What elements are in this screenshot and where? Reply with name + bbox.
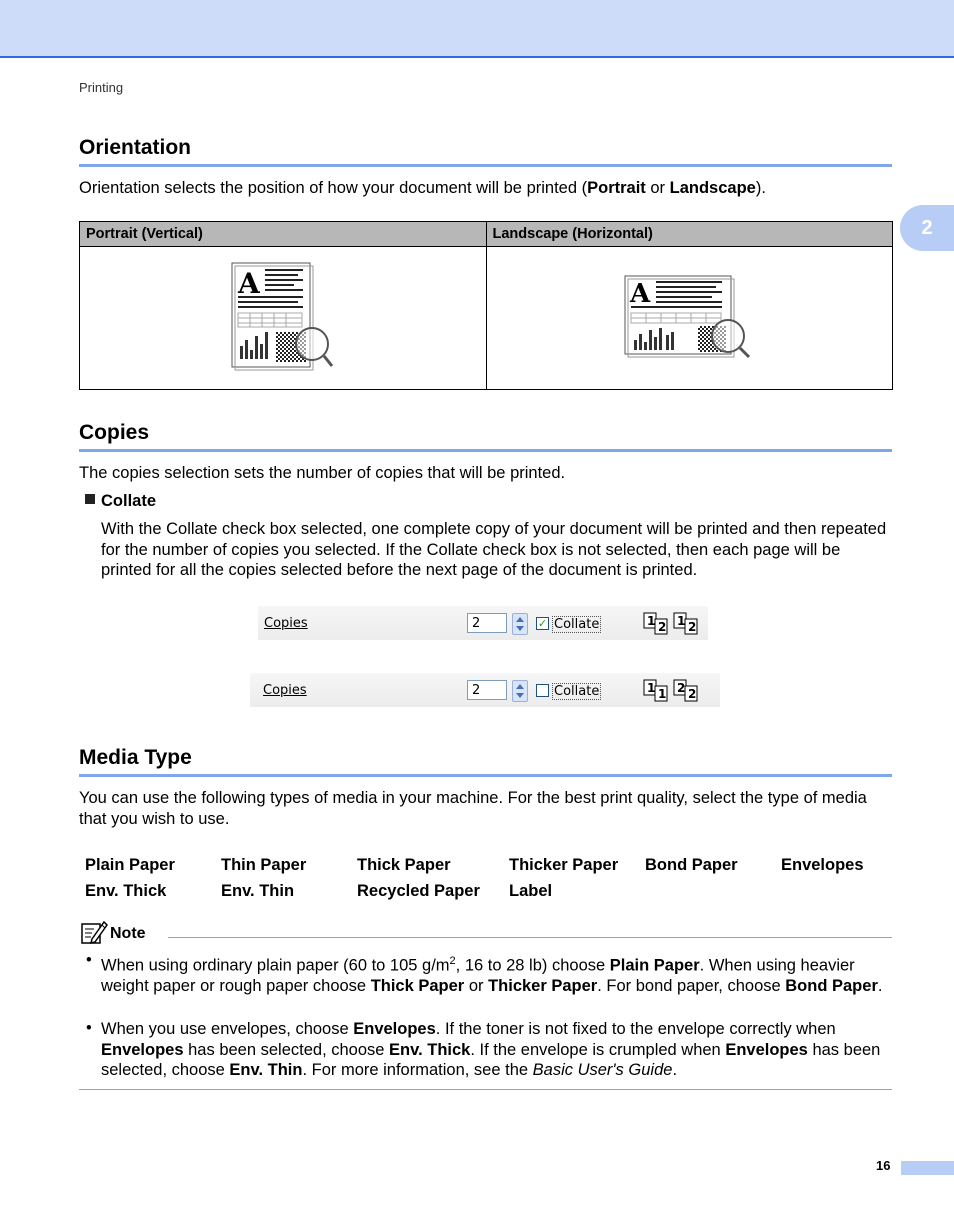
svg-text:2: 2 xyxy=(688,620,697,634)
chapter-tab[interactable]: 2 xyxy=(900,205,954,251)
collated-pages-icon xyxy=(642,611,706,637)
media-cell: Envelopes xyxy=(781,855,864,874)
collate-text: With the Collate check box selected, one complete copy of your document will be printed and then repeated for the number of copies you selected. If the Collate check box is not selected, then each page will be printed for all the copies selected before the next page of the document is printed. xyxy=(101,520,887,579)
copies-intro: The copies selection sets the number of copies that will be printed. xyxy=(79,464,566,482)
svg-text:2: 2 xyxy=(677,681,686,695)
svg-text:1: 1 xyxy=(647,681,656,695)
collate-checkbox-label[interactable]: Collate xyxy=(554,684,600,699)
header-band xyxy=(0,0,954,58)
svg-text:2: 2 xyxy=(688,687,697,701)
note-bullet: • xyxy=(86,951,92,969)
note-bullet: • xyxy=(86,1019,92,1037)
page-number: 16 xyxy=(876,1158,891,1173)
copies-label: Copies xyxy=(263,683,307,698)
svg-text:2: 2 xyxy=(658,620,667,634)
landscape-page-icon xyxy=(622,272,756,360)
copies-dialog-collated xyxy=(258,606,708,640)
note-bottom-rule xyxy=(79,1089,892,1090)
media-type-table xyxy=(79,852,870,904)
svg-text:1: 1 xyxy=(677,614,686,628)
svg-text:A: A xyxy=(630,278,651,309)
spin-down-icon[interactable] xyxy=(516,626,524,631)
note-label: Note xyxy=(110,925,146,942)
uncollated-pages-icon xyxy=(642,678,706,704)
media-cell: Env. Thick xyxy=(85,881,167,900)
copies-number-input[interactable]: 2 xyxy=(467,680,507,700)
note-pencil-icon xyxy=(80,919,108,945)
copies-number-input[interactable]: 2 xyxy=(467,613,507,633)
note-header xyxy=(79,918,892,946)
note-item-envelopes: When you use envelopes, choose Envelopes. If the toner is not fixed to the envelope correctly when Envelopes has been selected, choose Env. Thick. If the envelope is crumpled when Envelopes has been selected, choose Env. Thin. For more information, see the Basic User's Guide. xyxy=(101,1020,881,1079)
landscape-cell xyxy=(486,247,893,390)
breadcrumb: Printing xyxy=(79,80,124,95)
note-item-paper: When using ordinary plain paper (60 to 105 $g/m^2$, 16 to 28 lb) choose Plain Paper. When using heavier weight paper or rough paper choose Thick Paper or Thicker Paper. For bond paper, choose Bond Paper. xyxy=(101,955,883,995)
copies-label: Copies xyxy=(264,616,308,631)
collate-title: Collate xyxy=(101,492,157,510)
media-cell: Thicker Paper xyxy=(509,855,619,874)
media-cell: Thin Paper xyxy=(221,855,307,874)
svg-text:1: 1 xyxy=(658,687,667,701)
spin-down-icon[interactable] xyxy=(516,693,524,698)
media-type-heading: Media Type xyxy=(79,746,892,777)
copies-spinner[interactable] xyxy=(512,680,528,702)
media-cell: Bond Paper xyxy=(645,855,738,874)
copies-heading: Copies xyxy=(79,421,892,452)
spin-up-icon[interactable] xyxy=(516,684,524,689)
svg-text:1: 1 xyxy=(647,614,656,628)
portrait-cell xyxy=(80,247,487,390)
collate-checkbox-label[interactable]: Collate xyxy=(554,617,600,632)
copies-spinner[interactable] xyxy=(512,613,528,635)
svg-text:A: A xyxy=(237,266,260,300)
media-cell: Env. Thin xyxy=(221,881,295,900)
orientation-heading: Orientation xyxy=(79,136,892,167)
collate-checkbox[interactable]: ✓ xyxy=(537,617,548,630)
orientation-intro: Orientation selects the position of how your document will be printed (Portrait or Landscape). xyxy=(79,179,766,197)
media-row xyxy=(79,878,870,904)
spin-up-icon[interactable] xyxy=(516,617,524,622)
page-number-bar xyxy=(901,1161,954,1175)
media-cell: Plain Paper xyxy=(85,855,175,874)
portrait-header: Portrait (Vertical) xyxy=(80,222,487,247)
media-type-intro: You can use the following types of media in your machine. For the best print quality, select the type of media that you wish to use. xyxy=(79,789,867,828)
collate-checkbox[interactable] xyxy=(536,684,549,697)
copies-dialog-uncollated xyxy=(250,673,720,707)
landscape-header: Landscape (Horizontal) xyxy=(486,222,893,247)
media-cell xyxy=(775,878,870,904)
portrait-page-icon xyxy=(228,260,338,372)
media-cell xyxy=(639,878,775,904)
media-cell: Thick Paper xyxy=(357,855,451,874)
square-bullet-icon xyxy=(85,494,95,504)
note-divider xyxy=(168,937,892,938)
media-cell: Recycled Paper xyxy=(357,881,480,900)
orientation-table xyxy=(79,221,893,390)
media-row xyxy=(79,852,870,878)
media-cell: Label xyxy=(509,881,553,900)
